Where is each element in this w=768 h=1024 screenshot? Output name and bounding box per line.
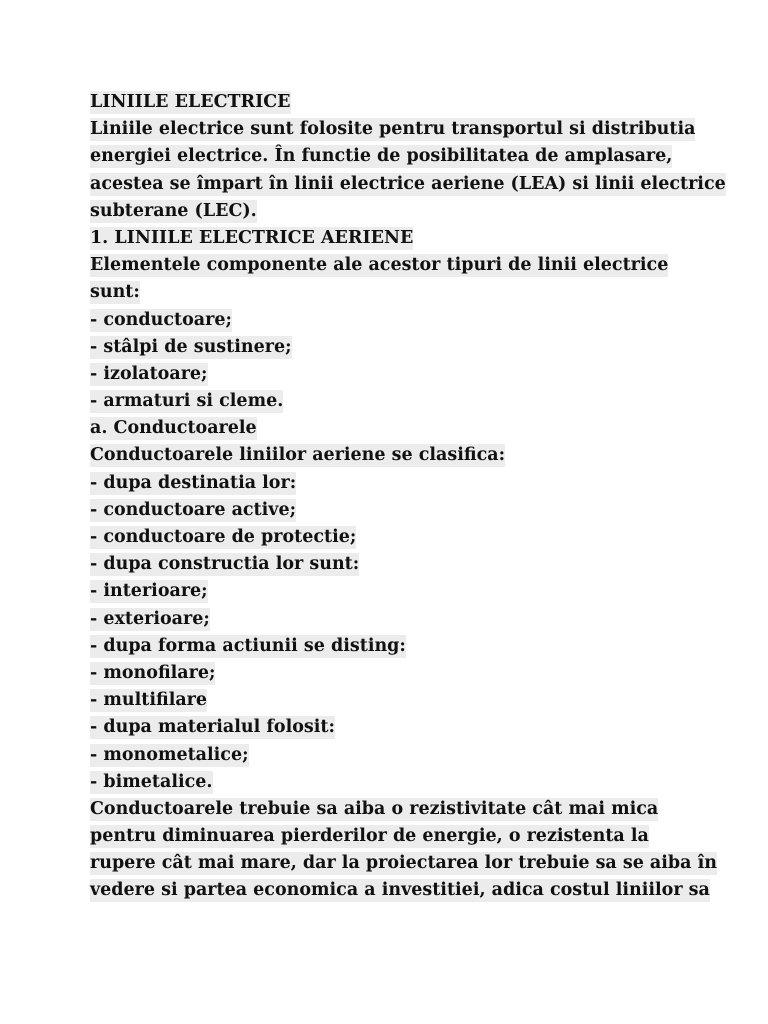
list-item: - exterioare; [90,608,210,629]
list-item: - conductoare; [90,309,232,330]
paragraph-line: sunt: [90,282,140,303]
list-item: - monometalice; [90,744,249,765]
list-item: - dupa forma actiunii se disting: [90,635,406,656]
paragraph-line: subterane (LEC). [90,200,257,221]
list-item: - bimetalice. [90,771,213,792]
paragraph-line: vedere si partea economica a investitiei, adica costul liniilor sa [90,880,710,901]
document-body [90,89,726,905]
paragraph-line: energiei electrice. În functie de posibilitatea de amplasare, [90,146,673,167]
list-item: - dupa destinatia lor: [90,472,297,493]
subsection-heading: a. Conductoarele [90,418,257,439]
list-item: - conductoare active; [90,499,297,520]
paragraph-line: Conductoarele liniilor aeriene se clasifica: [90,445,506,466]
list-item: - dupa materialul folosit: [90,717,335,738]
list-item: - armaturi si cleme. [90,391,284,412]
paragraph-line: rupere cât mai mare, dar la proiectarea lor trebuie sa se aiba în [90,853,717,874]
document-title: LINIILE ELECTRICE [90,92,291,112]
list-item: - dupa constructia lor sunt: [90,554,360,575]
list-item: - monofilare; [90,662,216,683]
list-item: - izolatoare; [90,363,208,384]
paragraph-line: Elementele componente ale acestor tipuri de linii electrice [90,255,669,276]
section-heading: 1. LINIILE ELECTRICE AERIENE [90,227,414,248]
list-item: - conductoare de protectie; [90,527,357,547]
paragraph-line: Liniile electrice sunt folosite pentru transportul si distributia [90,119,696,140]
list-item: - stâlpi de sustinere; [90,336,292,357]
list-item: - interioare; [90,581,208,602]
paragraph-line: pentru diminuarea pierderilor de energie, o rezistenta la [90,826,649,847]
paragraph-line: acestea se împart în linii electrice aeriene (LEA) si linii electrice [90,173,726,194]
list-item: - multifilare [90,690,208,711]
paragraph-line: Conductoarele trebuie sa aiba o rezistivitate cât mai mica [90,798,659,819]
